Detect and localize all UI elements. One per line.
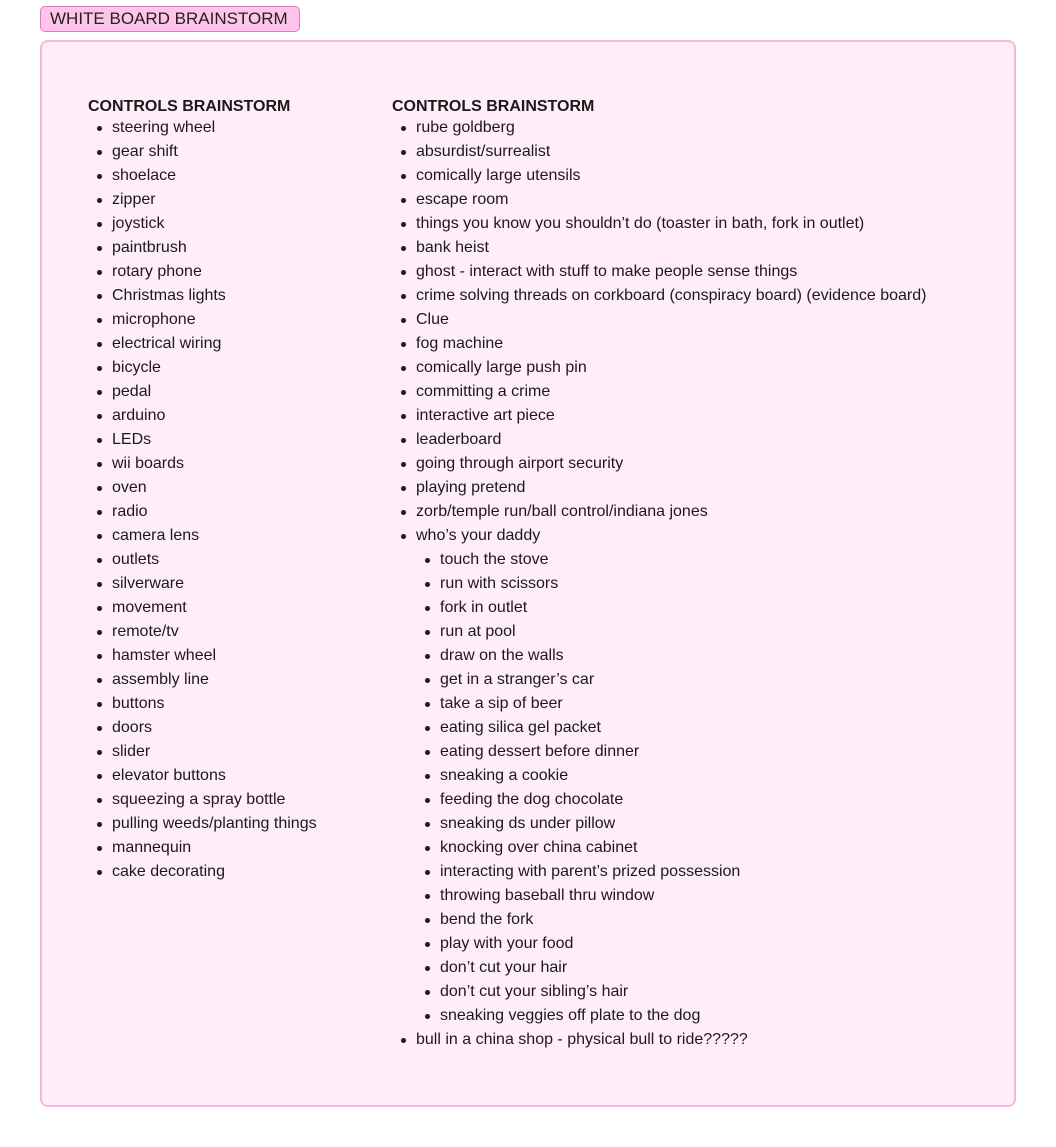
list-item: squeezing a spray bottle	[88, 788, 368, 812]
controls-column-right	[392, 98, 992, 1052]
list-item: leaderboard	[392, 428, 992, 452]
list-item: Christmas lights	[88, 284, 368, 308]
controls-list	[88, 116, 368, 884]
list-item: steering wheel	[88, 116, 368, 140]
sublist-item: eating silica gel packet	[392, 716, 992, 740]
sublist-item: throwing baseball thru window	[392, 884, 992, 908]
column-heading: CONTROLS BRAINSTORM	[88, 98, 291, 115]
list-item: outlets	[88, 548, 368, 572]
list-item: going through airport security	[392, 452, 992, 476]
list-item: paintbrush	[88, 236, 368, 260]
list-item: buttons	[88, 692, 368, 716]
list-item: doors	[88, 716, 368, 740]
sublist-item: interacting with parent’s prized possession	[392, 860, 992, 884]
sublist-item: touch the stove	[392, 548, 992, 572]
sublist-item: take a sip of beer	[392, 692, 992, 716]
sublist-item: don’t cut your sibling’s hair	[392, 980, 992, 1004]
list-item: pedal	[88, 380, 368, 404]
sublist-item: don’t cut your hair	[392, 956, 992, 980]
list-item: ghost - interact with stuff to make people sense things	[392, 260, 992, 284]
list-item: zipper	[88, 188, 368, 212]
sublist-item: draw on the walls	[392, 644, 992, 668]
list-item: crime solving threads on corkboard (conspiracy board) (evidence board)	[392, 284, 992, 308]
list-item: escape room	[392, 188, 992, 212]
list-item: rotary phone	[88, 260, 368, 284]
list-item: shoelace	[88, 164, 368, 188]
list-item: LEDs	[88, 428, 368, 452]
ideas-list	[392, 116, 992, 1052]
list-item: committing a crime	[392, 380, 992, 404]
list-item: electrical wiring	[88, 332, 368, 356]
list-item: things you know you shouldn’t do (toaster in bath, fork in outlet)	[392, 212, 992, 236]
list-item: cake decorating	[88, 860, 368, 884]
section-title-tag[interactable]: WHITE BOARD BRAINSTORM	[40, 6, 300, 32]
sublist-item: run with scissors	[392, 572, 992, 596]
list-item: who’s your daddy	[392, 524, 992, 548]
list-item: radio	[88, 500, 368, 524]
list-item: slider	[88, 740, 368, 764]
list-item: pulling weeds/planting things	[88, 812, 368, 836]
list-item: silverware	[88, 572, 368, 596]
list-item: comically large push pin	[392, 356, 992, 380]
list-item: remote/tv	[88, 620, 368, 644]
list-item: bull in a china shop - physical bull to ride?????	[392, 1028, 992, 1052]
list-item: hamster wheel	[88, 644, 368, 668]
list-item: Clue	[392, 308, 992, 332]
column-heading: CONTROLS BRAINSTORM	[392, 98, 595, 115]
sublist-item: bend the fork	[392, 908, 992, 932]
controls-column-left	[88, 98, 368, 884]
list-item: mannequin	[88, 836, 368, 860]
list-item: camera lens	[88, 524, 368, 548]
list-item: oven	[88, 476, 368, 500]
sublist-item: sneaking ds under pillow	[392, 812, 992, 836]
sublist-item: feeding the dog chocolate	[392, 788, 992, 812]
sublist-item: knocking over china cabinet	[392, 836, 992, 860]
sublist-item: play with your food	[392, 932, 992, 956]
list-item: interactive art piece	[392, 404, 992, 428]
list-item: absurdist/surrealist	[392, 140, 992, 164]
list-item: comically large utensils	[392, 164, 992, 188]
list-item: elevator buttons	[88, 764, 368, 788]
list-item: fog machine	[392, 332, 992, 356]
list-item: rube goldberg	[392, 116, 992, 140]
list-item: microphone	[88, 308, 368, 332]
sublist-item: get in a stranger’s car	[392, 668, 992, 692]
list-item: gear shift	[88, 140, 368, 164]
list-item: arduino	[88, 404, 368, 428]
list-item: assembly line	[88, 668, 368, 692]
whiteboard-section[interactable]	[40, 40, 1016, 1107]
list-item: wii boards	[88, 452, 368, 476]
list-item: playing pretend	[392, 476, 992, 500]
list-item: movement	[88, 596, 368, 620]
sublist-item: fork in outlet	[392, 596, 992, 620]
sublist-item: run at pool	[392, 620, 992, 644]
list-item: zorb/temple run/ball control/indiana jones	[392, 500, 992, 524]
nested-list-container	[392, 548, 992, 1028]
list-item: bank heist	[392, 236, 992, 260]
whos-your-daddy-sublist	[392, 548, 992, 1028]
sublist-item: sneaking a cookie	[392, 764, 992, 788]
list-item: bicycle	[88, 356, 368, 380]
list-item: joystick	[88, 212, 368, 236]
sublist-item: sneaking veggies off plate to the dog	[392, 1004, 992, 1028]
sublist-item: eating dessert before dinner	[392, 740, 992, 764]
